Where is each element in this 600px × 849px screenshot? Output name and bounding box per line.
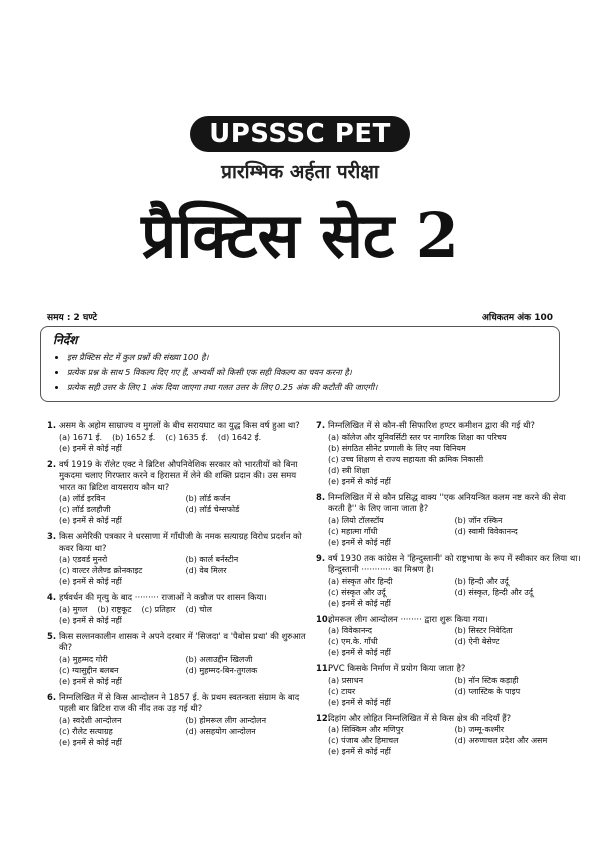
options — [316, 675, 581, 708]
options — [47, 493, 312, 526]
instructions-heading: निर्देश — [53, 333, 78, 347]
questions-column-left — [47, 420, 312, 753]
question-text: किस सल्तनकालीन शासक ने अपने दरबार में 'सिजदा' व 'पैबोस प्रथा' की शुरुआत की? — [59, 630, 306, 652]
question-12 — [316, 713, 581, 758]
question-text: निम्नलिखित में से कौन प्रसिद्ध वाक्य ''एक अनियन्त्रित कलम नष्ट करने की सेवा करती है'' के लिए जाना जाता है? — [328, 491, 566, 513]
question-number: 3. — [47, 531, 57, 541]
option-d: (d) प्लास्टिक के पाइप — [454, 686, 521, 696]
question-9 — [316, 553, 581, 609]
question-number: 11. — [316, 663, 331, 673]
option-a: (a) संस्कृत और हिन्दी — [328, 576, 393, 586]
option-c: (c) टायर — [328, 686, 356, 696]
option-c: (c) ग्यासुद्दीन बलबन — [59, 665, 119, 675]
option-e: (e) इनमें से कोई नहीं — [328, 648, 391, 657]
option-d: (d) अरुणाचल प्रदेश और असम — [454, 736, 548, 745]
question-number: 2. — [47, 458, 57, 469]
question-text: किस अमेरिकी पत्रकार ने धरसाणा में गाँधीजी के नमक सत्याग्रह विरोध प्रदर्शन को कवर किया था? — [59, 531, 302, 553]
question-text: वर्ष 1930 तक कांग्रेस ने 'हिन्दुस्तानी' को राष्ट्रभाषा के रूप में स्वीकार कर लिया था। हिन्दुस्तानी ··········· का मिश्रण है। — [328, 552, 581, 574]
option-b: (b) लॉर्ड कर्जन — [185, 494, 231, 503]
question-6 — [47, 692, 312, 748]
option-d: (d) स्त्री शिक्षा — [328, 465, 370, 475]
exam-subtitle: प्रारम्भिक अर्हता परीक्षा — [221, 161, 379, 183]
question-number: 4. — [47, 592, 57, 602]
question-text: होमरूल लीग आन्दोलन ········ द्वारा शुरू किया गया। — [328, 613, 488, 624]
option-c: (c) महात्मा गाँधी — [328, 526, 378, 536]
question-5 — [47, 631, 312, 687]
option-b: (b) नॉन स्टिक कड़ाही — [454, 675, 519, 685]
question-10 — [316, 614, 581, 659]
option-a: (a) विवेकानन्द — [328, 626, 373, 635]
option-e: (e) इनमें से कोई नहीं — [328, 598, 391, 608]
option-b: (b) होमरूल लीग आन्दोलन — [185, 715, 267, 725]
option-e: (e) इनमें से कोई नहीं — [328, 476, 391, 486]
option-c: (c) उच्च शिक्षण से राज्य सहायता की क्रमिक निकासी — [328, 454, 484, 464]
options — [47, 432, 312, 454]
option-e: (e) इनमें से कोई नहीं — [59, 516, 122, 525]
option-e: (e) इनमें से कोई नहीं — [328, 537, 391, 547]
question-8 — [316, 492, 581, 548]
options — [316, 724, 581, 757]
option-d: (d) ऐनी बेसेण्ट — [454, 637, 500, 646]
options — [47, 654, 312, 687]
max-marks-label: अधिकतम अंक 100 — [481, 313, 553, 323]
options — [47, 604, 312, 626]
instruction-item: • प्रत्येक सही उत्तर के लिए 1 अंक दिया जाएगा तथा गलत उत्तर के लिए 0.25 अंक की कटौती की जाएगी। — [67, 380, 547, 395]
instructions-box — [40, 326, 560, 402]
time-label: समय : 2 घण्टे — [47, 313, 97, 323]
question-number: 1. — [47, 420, 57, 430]
option-c: (c) पंजाब और हिमाचल — [328, 736, 399, 745]
option-d: (d) लॉर्ड चेम्सफोर्ड — [185, 505, 240, 514]
options — [47, 715, 312, 748]
option-b: (b) अलाउद्दीन खिलजी — [185, 654, 253, 664]
option-d: (d) चोल — [185, 604, 212, 614]
options — [316, 576, 581, 609]
instruction-item: • प्रत्येक प्रश्न के साथ 5 विकल्प दिए गए हैं, अभ्यर्थी को किसी एक सही विकल्प का चयन करना है। — [67, 365, 547, 380]
option-e: (e) इनमें से कोई नहीं — [328, 697, 391, 707]
option-c: (c) लॉर्ड डलहौजी — [59, 505, 111, 514]
question-number: 8. — [316, 491, 326, 502]
question-text: असम के अहोम साम्राज्य व मुगलों के बीच सरायघाट का युद्ध किस वर्ष हुआ था? — [59, 420, 300, 430]
option-b: (b) कार्ल बर्नस्टीन — [185, 555, 239, 564]
options — [47, 554, 312, 587]
question-7 — [316, 420, 581, 487]
option-a: (a) एडवर्ड मुनरो — [59, 555, 108, 564]
option-e: (e) इनमें से कोई नहीं — [59, 737, 122, 747]
exam-badge: UPSSSC PET — [190, 116, 410, 152]
question-number: 7. — [316, 420, 326, 430]
options — [316, 515, 581, 548]
question-text: वर्ष 1919 के रॉलेट एक्ट ने ब्रिटिश औपनिवेशिक सरकार को भारतीयों को बिना मुकदमा चलाए गिरफ्तार करने व हिरासत में लेने की शक्ति प्रदान की। उस समय भारत का ब्रिटिश वायसराय कौन था? — [59, 458, 298, 492]
option-d: (d) वेब मिलर — [185, 566, 227, 575]
option-c: (c) वाल्टर लेलैण्ड क्रोनकाइट — [59, 566, 143, 575]
question-text: निम्नलिखित में से कौन-सी सिफारिश हण्टर कमीशन द्वारा की गई थी? — [328, 420, 535, 430]
instruction-item: • इस प्रैक्टिस सेट में कुल प्रश्नों की संख्या 100 है। — [67, 350, 547, 365]
option-a: (a) मुगल — [59, 604, 88, 614]
option-a: (a) लियो टॉलस्टॉय — [328, 515, 384, 525]
option-a: (a) प्रसाधन — [328, 675, 364, 685]
option-d: (d) 1642 ई. — [217, 432, 262, 442]
question-number: 9. — [316, 552, 326, 563]
option-a: (a) कॉलेज और यूनिवर्सिटी स्तर पर नागरिक शिक्षा का परिचय — [328, 432, 507, 442]
option-d: (d) असहयोग आन्दोलन — [185, 726, 256, 736]
question-text: हर्षवर्धन की मृत्यु के बाद ········· राजाओं ने कन्नौज पर शासन किया। — [59, 592, 267, 602]
question-text: PVC किसके निर्माण में प्रयोग किया जाता है? — [328, 663, 466, 673]
questions-column-right — [316, 420, 581, 762]
option-a: (a) लॉर्ड इरविन — [59, 494, 106, 503]
option-d: (d) मुहम्मद-बिन-तुगलक — [185, 665, 258, 675]
options — [316, 625, 581, 658]
option-e: (e) इनमें से कोई नहीं — [59, 676, 122, 686]
practice-set-title: प्रैक्टिस सेट 2 — [141, 199, 459, 272]
option-c: (c) एम.के. गाँधी — [328, 637, 378, 646]
option-d: (d) स्वामी विवेकानन्द — [454, 526, 518, 536]
option-e: (e) इनमें से कोई नहीं — [328, 747, 391, 756]
option-b: (b) जम्मू-कश्मीर — [454, 725, 505, 734]
option-b: (b) जॉन रस्किन — [454, 515, 503, 525]
question-11 — [316, 663, 581, 708]
option-c: (c) प्रतिहार — [141, 604, 176, 614]
option-b: (b) हिन्दी और उर्दू — [454, 576, 509, 586]
question-number: 5. — [47, 630, 57, 641]
option-e: (e) इनमें से कोई नहीं — [59, 443, 122, 453]
option-c: (c) रौलेट सत्याग्रह — [59, 726, 113, 736]
question-text: निम्नलिखित में से किस आन्दोलन ने 1857 ई. के प्रथम स्वतन्त्रता संग्राम के बाद पहली बार ब्रिटिश राज की नींद तक उड़ गई थी? — [59, 691, 300, 713]
question-text: दिहांग और लोहित निम्नलिखित में से किस क्षेत्र की नदियाँ हैं? — [328, 712, 512, 723]
option-b: (b) 1652 ई. — [112, 432, 156, 442]
option-e: (e) इनमें से कोई नहीं — [59, 615, 122, 625]
instructions-list — [53, 350, 547, 395]
question-2 — [47, 459, 312, 527]
option-c: (c) संस्कृत और उर्दू — [328, 587, 386, 597]
option-e: (e) इनमें से कोई नहीं — [59, 577, 122, 586]
question-number: 6. — [47, 691, 57, 702]
option-c: (c) 1635 ई. — [165, 432, 208, 442]
question-4 — [47, 592, 312, 626]
question-3 — [47, 531, 312, 587]
option-d: (d) संस्कृत, हिन्दी और उर्दू — [454, 587, 533, 597]
question-1 — [47, 420, 312, 454]
option-b: (b) सिस्टर निवेदिता — [454, 626, 513, 635]
option-a: (a) सिक्किम और मणिपुर — [328, 725, 404, 734]
option-a: (a) स्वदेशी आन्दोलन — [59, 715, 122, 725]
option-b: (b) राष्ट्रकूट — [97, 604, 132, 614]
question-number: 10. — [316, 613, 331, 624]
option-b: (b) संगठित सीनेट प्रणाली के लिए नया विनियम — [328, 443, 466, 453]
option-a: (a) मुहम्मद गोरी — [59, 654, 108, 664]
option-a: (a) 1671 ई. — [59, 432, 103, 442]
question-number: 12. — [316, 712, 331, 723]
